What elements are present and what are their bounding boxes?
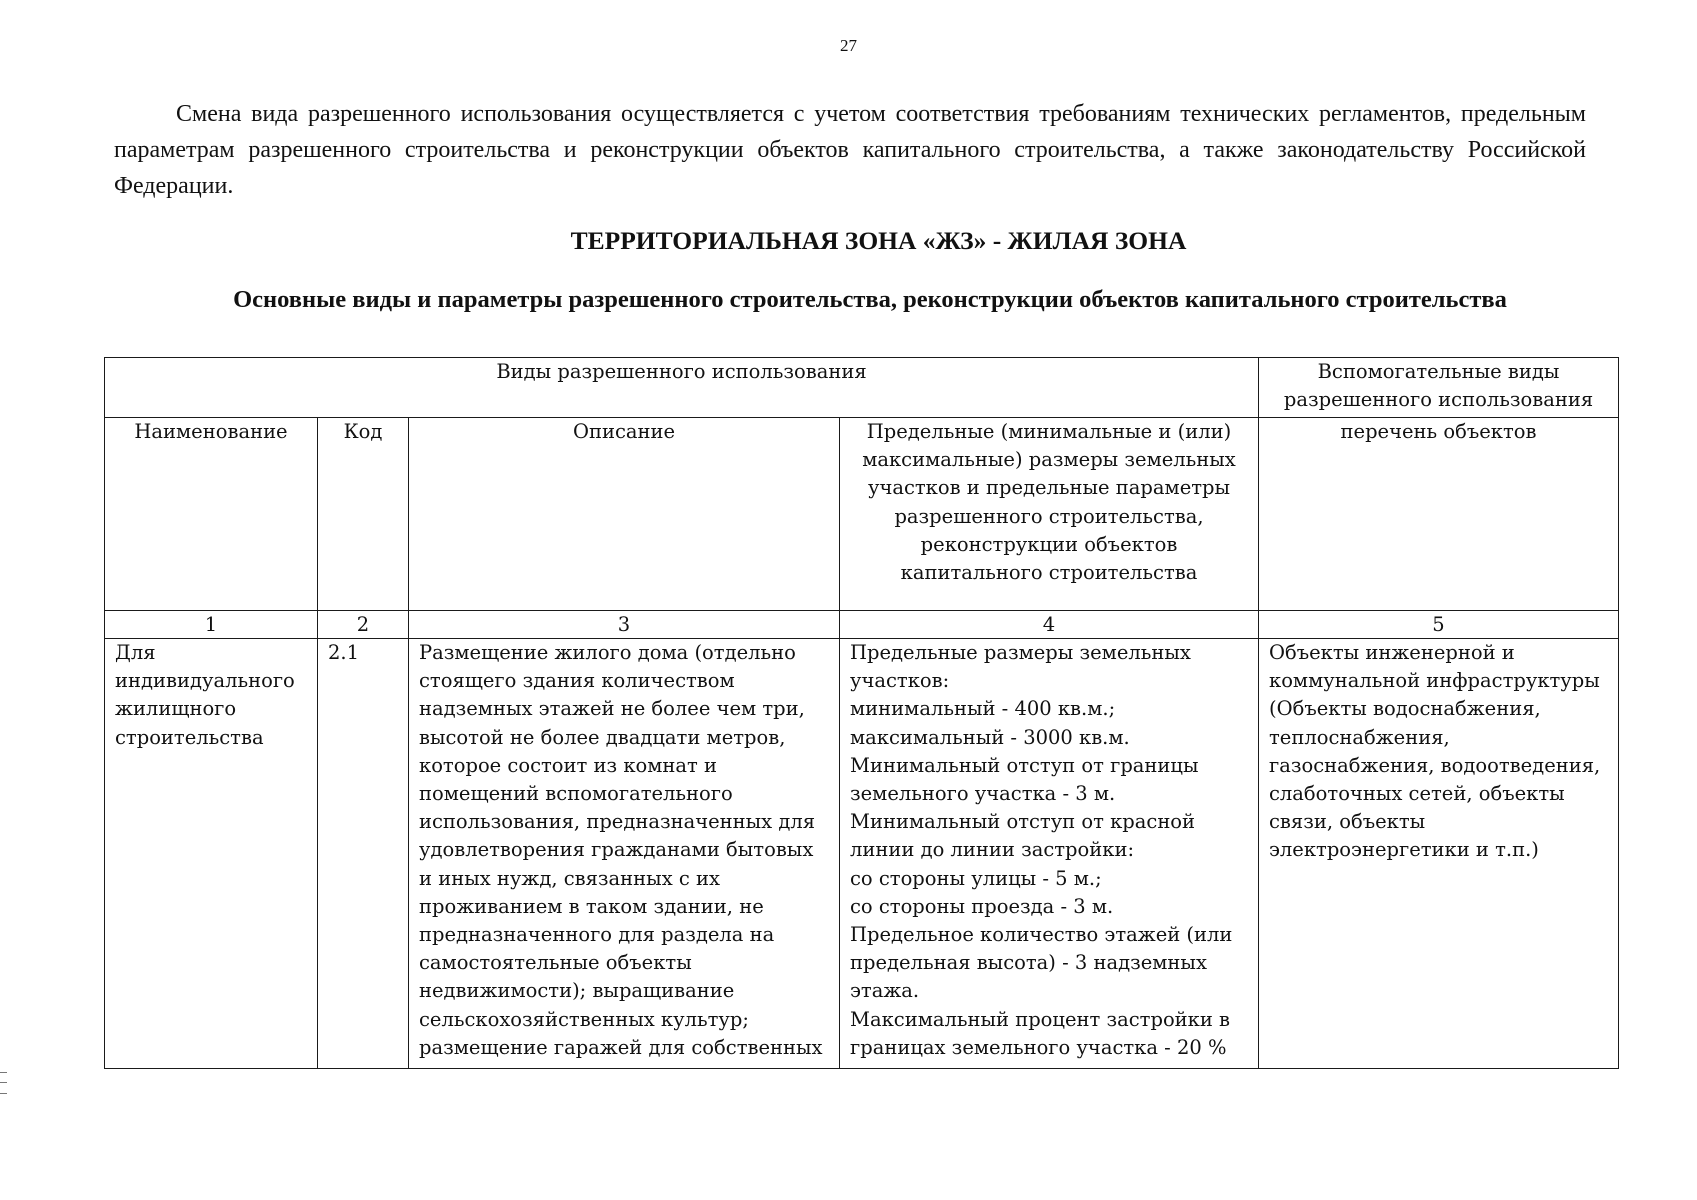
column-number: 2: [318, 611, 409, 639]
column-number: 4: [840, 611, 1259, 639]
limits-line: Предельное количество этажей (или предельная высота) - 3 надземных этажа.: [850, 923, 1233, 1003]
col-header-limits: Предельные (минимальные и (или) максимальные) размеры земельных участков и предельные параметры разрешенного строительства, реконструкции объектов капитального строительства: [840, 418, 1259, 611]
row-code: 2.1: [318, 639, 409, 1069]
header-row-group: [105, 358, 1619, 418]
col-header-description: Описание: [409, 418, 840, 611]
column-number: 3: [409, 611, 840, 639]
intro-paragraph: Смена вида разрешенного использования осуществляется с учетом соответствия требованиям технических регламентов, предельным параметрам разрешенного строительства и реконструкции объектов капитального строительства, а также законодательству Российской Федерации.: [114, 101, 1586, 199]
aux-header: Вспомогательные виды разрешенного использования: [1259, 358, 1619, 418]
limits-line: Минимальный отступ от границы земельного участка - 3 м.: [850, 753, 1199, 806]
col-header-objects: перечень объектов: [1259, 418, 1619, 611]
column-number-row: [105, 611, 1619, 639]
header-row-columns: [105, 418, 1619, 611]
row-description: Размещение жилого дома (отдельно стоящего здания количеством надземных этажей не более чем три, высотой не более двадцати метров, которое состоит из комнат и помещений вспомогательного использования, предназначенных для удовлетворения гражданами бытовых и иных нужд, связанных с их проживанием в таком здании, не предназначенного для раздела на самостоятельные объекты недвижимости); выращивание сельскохозяйственных культур; размещение гаражей для собственных: [409, 639, 840, 1069]
limits-line: Предельные размеры земельных участков:: [850, 641, 1191, 693]
margin-mark: [0, 1072, 7, 1094]
column-number: 1: [105, 611, 318, 639]
row-objects: Объекты инженерной и коммунальной инфраструктуры (Объекты водоснабжения, теплоснабжения, газоснабжения, водоотведения, слаботочных сетей, объекты связи, объекты электроэнергетики и т.п.): [1259, 639, 1619, 1069]
limits-line: минимальный - 400 кв.м.;: [850, 697, 1116, 721]
limits-line: со стороны проезда - 3 м.: [850, 894, 1114, 918]
zoning-table: [104, 357, 1619, 1069]
limits-line: Минимальный отступ от красной линии до линии застройки:: [850, 810, 1196, 862]
column-number: 5: [1259, 611, 1619, 639]
col-header-name: Наименование: [105, 418, 318, 611]
col-header-code: Код: [318, 418, 409, 611]
limits-line: максимальный - 3000 кв.м.: [850, 725, 1130, 749]
group-header: Виды разрешенного использования: [105, 358, 1259, 418]
page-number: 27: [840, 36, 857, 55]
table-title: Основные виды и параметры разрешенного строительства, реконструкции объектов капитального строительства: [233, 286, 1507, 313]
zone-title: ТЕРРИТОРИАЛЬНАЯ ЗОНА «ЖЗ» - ЖИЛАЯ ЗОНА: [570, 226, 1187, 255]
limits-line: со стороны улицы - 5 м.;: [850, 866, 1102, 890]
table-row: [105, 639, 1619, 1069]
row-name: Для индивидуального жилищного строительства: [105, 639, 318, 1069]
limits-line: Максимальный процент застройки в границах земельного участка - 20 %: [850, 1007, 1231, 1059]
row-limits: [840, 639, 1259, 1069]
